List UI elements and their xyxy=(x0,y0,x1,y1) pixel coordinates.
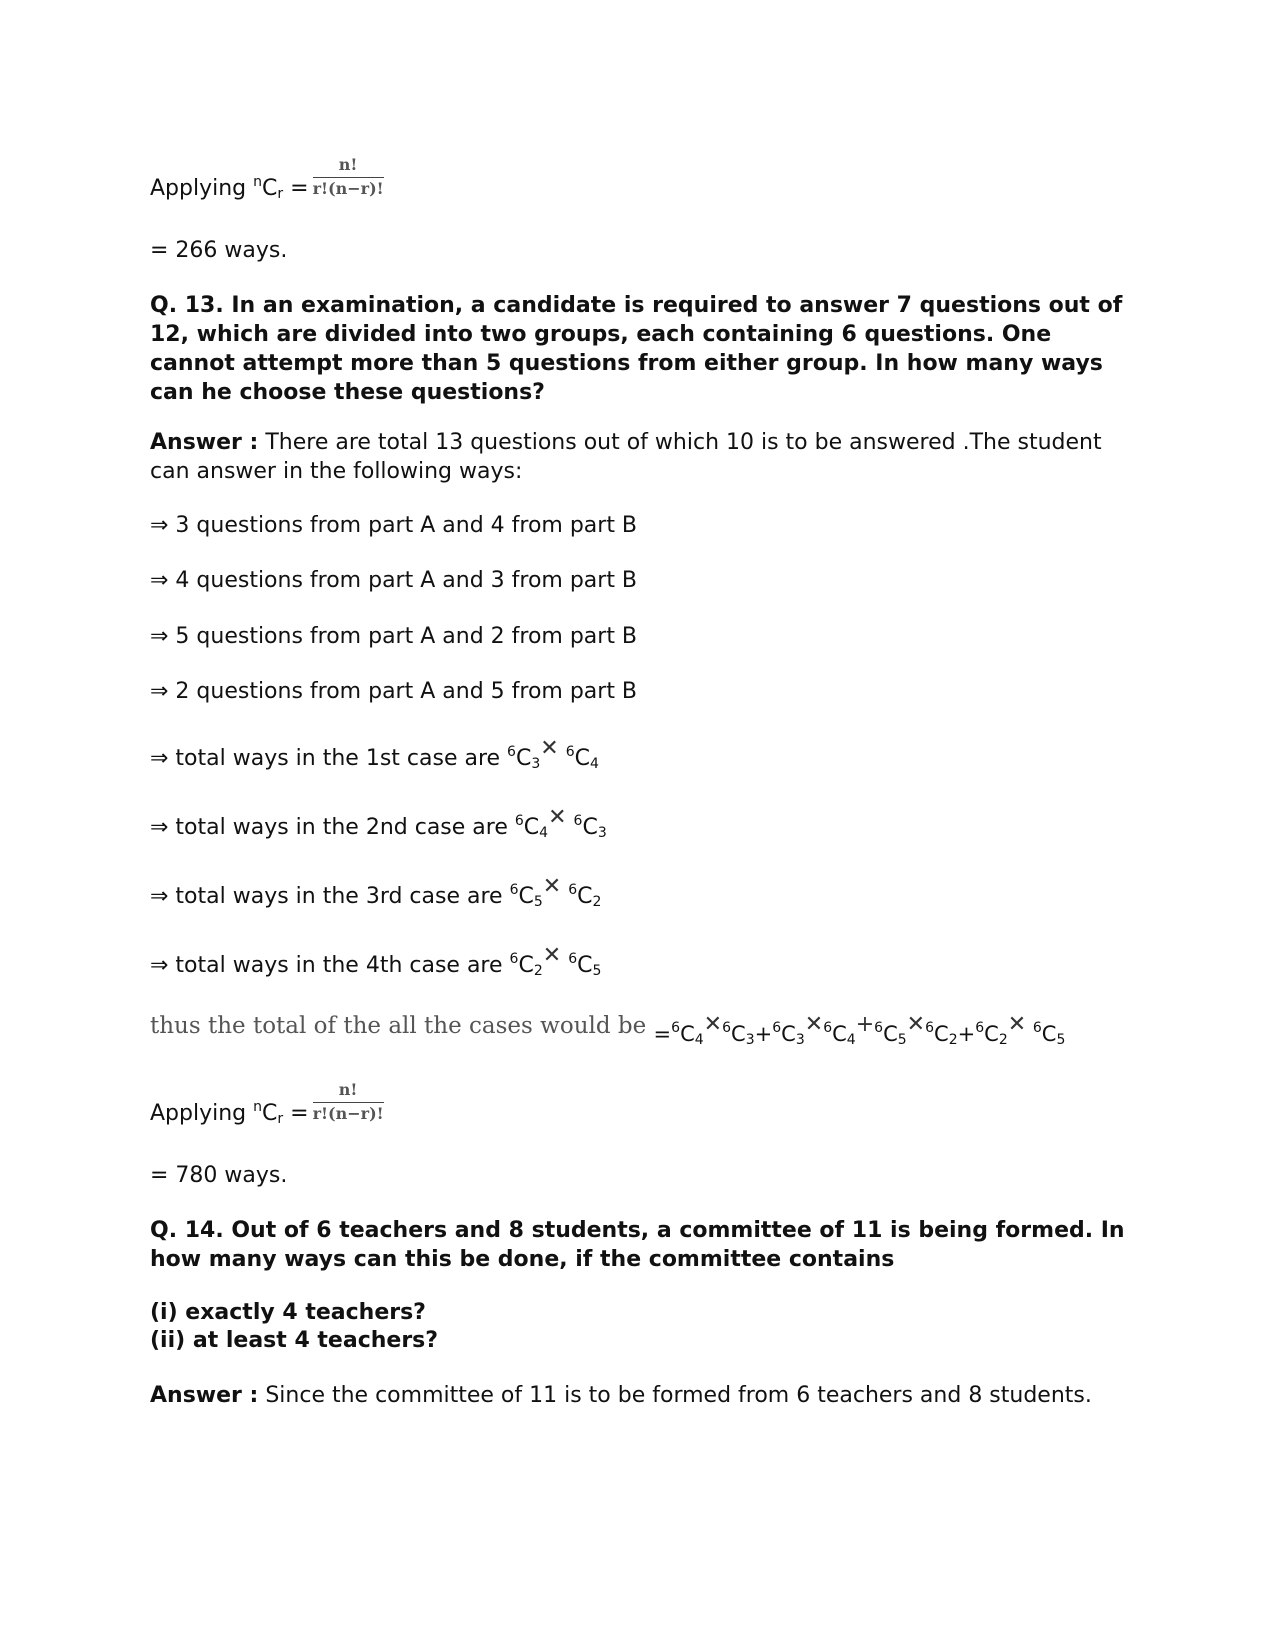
fraction-numerator: n! xyxy=(313,156,384,178)
formula-n: n xyxy=(253,1099,262,1115)
sup-n: 6 xyxy=(722,1020,732,1036)
c-symbol: C xyxy=(883,1022,898,1046)
sub-r: 4 xyxy=(539,825,549,841)
plus-icon: + xyxy=(855,1012,875,1037)
c-symbol: C xyxy=(934,1022,949,1046)
way-item-3: ⇒ 5 questions from part A and 2 from part B xyxy=(150,624,638,649)
question-13: Q. 13. In an examination, a candidate is required to answer 7 questions out of 12, which are divided into two groups, each containing 6 questions. One cannot attempt more than 5 questions from either group. In how many ways can he choose these questions? xyxy=(150,293,1123,405)
formula-eq: = xyxy=(283,176,309,201)
fraction xyxy=(313,1081,384,1123)
case-1 xyxy=(150,736,599,776)
case-text: ⇒ total ways in the 3rd case are xyxy=(150,884,510,909)
total-cases-line xyxy=(150,1012,1066,1048)
question-14: Q. 14. Out of 6 teachers and 8 students, a committee of 11 is being formed. In how many ways can this be done, if the committee contains xyxy=(150,1218,1125,1272)
formula-lead: Applying xyxy=(150,176,254,201)
times-icon: ✕ xyxy=(542,943,562,968)
formula-r: r xyxy=(277,186,284,202)
sub-r: 4 xyxy=(846,1032,856,1048)
answer-label: Answer : xyxy=(150,1383,259,1408)
question-14-part-i: (i) exactly 4 teachers? xyxy=(150,1300,426,1325)
sub-r: 3 xyxy=(795,1032,805,1048)
sup-n: 6 xyxy=(507,744,516,760)
formula-c: C xyxy=(262,1101,278,1126)
sup-n: 6 xyxy=(772,1020,782,1036)
plus-sign: + xyxy=(754,1022,773,1046)
sup-n: 6 xyxy=(568,951,578,967)
c-symbol: C xyxy=(984,1022,999,1046)
sup-n: 6 xyxy=(573,813,583,829)
result-266: = 266 ways. xyxy=(150,238,288,263)
formula-n: n xyxy=(253,174,262,190)
times-icon: ✕ xyxy=(1007,1012,1027,1037)
c-symbol: C xyxy=(731,1022,746,1046)
sub-r: 3 xyxy=(745,1032,755,1048)
c-symbol: C xyxy=(518,953,534,978)
formula-eq: = xyxy=(283,1101,309,1126)
case-text: ⇒ total ways in the 4th case are xyxy=(150,953,510,978)
way-item-1: ⇒ 3 questions from part A and 4 from part B xyxy=(150,513,638,538)
sup-n: 6 xyxy=(565,744,575,760)
formula-c: C xyxy=(262,176,278,201)
case-text: ⇒ total ways in the 1st case are xyxy=(150,746,508,771)
fraction-denominator: r!(n−r)! xyxy=(312,1104,384,1123)
answer-label: Answer : xyxy=(150,430,259,455)
question-14-part-ii: (ii) at least 4 teachers? xyxy=(150,1328,439,1353)
times-icon: ✕ xyxy=(906,1012,926,1037)
sub-r: 2 xyxy=(533,963,543,979)
sub-r: 2 xyxy=(998,1032,1008,1048)
sub-r: 4 xyxy=(590,756,599,772)
result-780: = 780 ways. xyxy=(150,1163,288,1188)
eq-sign: = xyxy=(653,1022,672,1046)
c-symbol: C xyxy=(523,815,540,840)
case-2 xyxy=(150,805,607,845)
answer-text: Since the committee of 11 is to be formed from 6 teachers and 8 students. xyxy=(258,1383,1092,1408)
fraction xyxy=(313,156,384,198)
times-icon: ✕ xyxy=(703,1012,723,1037)
sup-n: 6 xyxy=(514,813,524,829)
c-symbol: C xyxy=(1041,1022,1057,1046)
times-icon: ✕ xyxy=(548,805,567,830)
sub-r: 5 xyxy=(592,963,602,979)
formula-r: r xyxy=(277,1111,284,1127)
sub-r: 4 xyxy=(694,1032,704,1048)
answer-14 xyxy=(150,1381,1130,1410)
sub-r: 2 xyxy=(948,1032,958,1048)
times-icon: ✕ xyxy=(540,736,559,761)
sup-n: 6 xyxy=(671,1020,681,1036)
c-symbol: C xyxy=(781,1022,796,1046)
sup-n: 6 xyxy=(568,882,578,898)
c-symbol: C xyxy=(832,1022,847,1046)
sup-n: 6 xyxy=(1032,1020,1042,1036)
sub-r: 2 xyxy=(592,894,602,910)
sub-r: 3 xyxy=(531,756,541,772)
fraction-numerator: n! xyxy=(313,1081,384,1103)
times-icon: ✕ xyxy=(542,874,562,899)
sup-n: 6 xyxy=(509,882,519,898)
c-symbol: C xyxy=(680,1022,695,1046)
sub-r: 5 xyxy=(533,894,543,910)
sub-r: 5 xyxy=(1056,1032,1066,1048)
case-text: ⇒ total ways in the 2nd case are xyxy=(150,815,515,840)
total-expression xyxy=(653,1012,1066,1048)
case-3 xyxy=(150,874,602,914)
formula-lead: Applying xyxy=(150,1101,254,1126)
answer-13 xyxy=(150,428,1130,486)
total-text: thus the total of the all the cases would be xyxy=(150,1013,654,1039)
way-item-4: ⇒ 2 questions from part A and 5 from part B xyxy=(150,679,638,704)
fraction-denominator: r!(n−r)! xyxy=(312,179,384,198)
sup-n: 6 xyxy=(975,1020,985,1036)
sup-n: 6 xyxy=(823,1020,833,1036)
sub-r: 3 xyxy=(597,825,607,841)
formula-applying-ncr-1 xyxy=(150,155,384,210)
c-symbol: C xyxy=(577,884,593,909)
way-item-2: ⇒ 4 questions from part A and 3 from part B xyxy=(150,568,638,593)
sup-n: 6 xyxy=(874,1020,884,1036)
c-symbol: C xyxy=(582,815,598,840)
times-icon: ✕ xyxy=(804,1012,824,1037)
c-symbol: C xyxy=(518,884,534,909)
sup-n: 6 xyxy=(509,951,519,967)
case-4 xyxy=(150,943,602,983)
c-symbol: C xyxy=(574,746,590,771)
sup-n: 6 xyxy=(925,1020,935,1036)
sub-r: 5 xyxy=(897,1032,907,1048)
c-symbol: C xyxy=(515,746,532,771)
answer-text: There are total 13 questions out of which 10 is to be answered .The student can answer in the following ways: xyxy=(150,430,1102,484)
formula-applying-ncr-2 xyxy=(150,1080,384,1135)
c-symbol: C xyxy=(577,953,593,978)
plus-sign: + xyxy=(957,1022,976,1046)
